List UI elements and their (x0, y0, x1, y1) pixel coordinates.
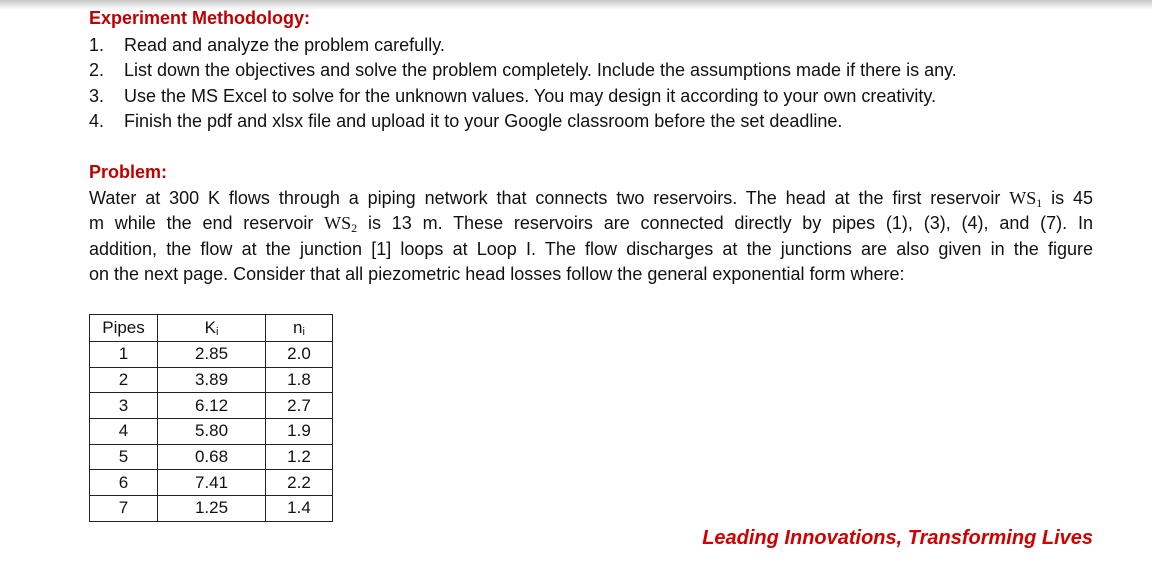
problem-text: m while the end reservoir (89, 213, 325, 234)
step-number: 4. (89, 111, 105, 131)
problem-line (89, 211, 1093, 236)
header-n (266, 315, 333, 342)
ws-base: WS (1009, 188, 1037, 208)
step-text: Finish the pdf and xlsx file and upload it to your Google classroom before the set deadline. (124, 111, 843, 131)
table-row (90, 496, 333, 522)
methodology-heading: Experiment Methodology: (89, 8, 311, 28)
cell-k: 6.12 (158, 393, 266, 419)
cell-n: 1.9 (266, 419, 333, 445)
table-header-row (90, 315, 333, 342)
problem-text: Water at 300 K flows through a piping network that connects two reservoirs. The head at the first reservoir (89, 188, 1010, 208)
cell-k: 0.68 (158, 444, 266, 470)
table-row (90, 470, 333, 496)
step-number: 2. (89, 60, 105, 80)
header-n-sub: i (302, 326, 305, 338)
cell-n: 2.0 (266, 342, 333, 368)
problem-heading: Problem: (89, 162, 168, 182)
cell-k: 3.89 (158, 367, 266, 393)
methodology-step (89, 59, 957, 81)
header-n-base: n (293, 318, 303, 337)
cell-n: 1.4 (266, 496, 333, 522)
footer-tagline: Leading Innovations, Transforming Lives (702, 527, 1093, 549)
problem-text: is 13 m. These reservoirs are connected directly by pipes (1), (3), (4), and (7). In (357, 213, 1093, 234)
cell-k: 2.85 (158, 342, 266, 368)
ws-base: WS (324, 213, 352, 234)
cell-k: 1.25 (158, 496, 266, 522)
cell-pipe: 3 (90, 393, 158, 419)
problem-line: on the next page. Consider that all piezometric head losses follow the general exponential form where: (89, 264, 905, 285)
cell-pipe: 4 (90, 419, 158, 445)
pipe-coefficients-table (89, 314, 333, 522)
cell-pipe: 5 (90, 444, 158, 470)
step-number: 3. (89, 86, 105, 106)
methodology-step (89, 34, 445, 56)
problem-line: addition, the flow at the junction [1] loops at Loop I. The flow discharges at the junctions are also given in the figure (89, 238, 1093, 259)
problem-paragraph (89, 186, 1093, 288)
table-row (90, 419, 333, 445)
header-k-sub: i (215, 326, 219, 338)
step-text: Read and analyze the problem carefully. (124, 35, 445, 55)
cell-n: 1.2 (266, 444, 333, 470)
cell-n: 1.8 (266, 367, 333, 393)
cell-n: 2.7 (266, 393, 333, 419)
problem-text: is 45 (1042, 188, 1093, 208)
step-text: Use the MS Excel to solve for the unknown values. You may design it according to your own creativity. (124, 86, 937, 106)
cell-pipe: 2 (90, 367, 158, 393)
cell-n: 2.2 (266, 470, 333, 496)
ws2-symbol (324, 213, 358, 236)
table-row (90, 367, 333, 393)
header-k-base: K (204, 318, 216, 337)
problem-line (89, 186, 1093, 211)
ws-subscript: 2 (351, 221, 358, 236)
table-row (90, 444, 333, 470)
table-row (90, 342, 333, 368)
step-text: List down the objectives and solve the problem completely. Include the assumptions made if there is any. (124, 60, 957, 80)
methodology-step (89, 85, 936, 107)
cell-pipe: 1 (90, 342, 158, 368)
header-k (158, 315, 266, 342)
step-number: 1. (89, 35, 105, 55)
cell-k: 5.80 (158, 419, 266, 445)
cell-k: 7.41 (158, 470, 266, 496)
methodology-step (89, 110, 842, 132)
table-row (90, 393, 333, 419)
cell-pipe: 6 (90, 470, 158, 496)
ws-subscript: 1 (1036, 196, 1043, 210)
ws1-symbol (1009, 188, 1042, 208)
header-pipes: Pipes (90, 315, 158, 342)
cell-pipe: 7 (90, 496, 158, 522)
